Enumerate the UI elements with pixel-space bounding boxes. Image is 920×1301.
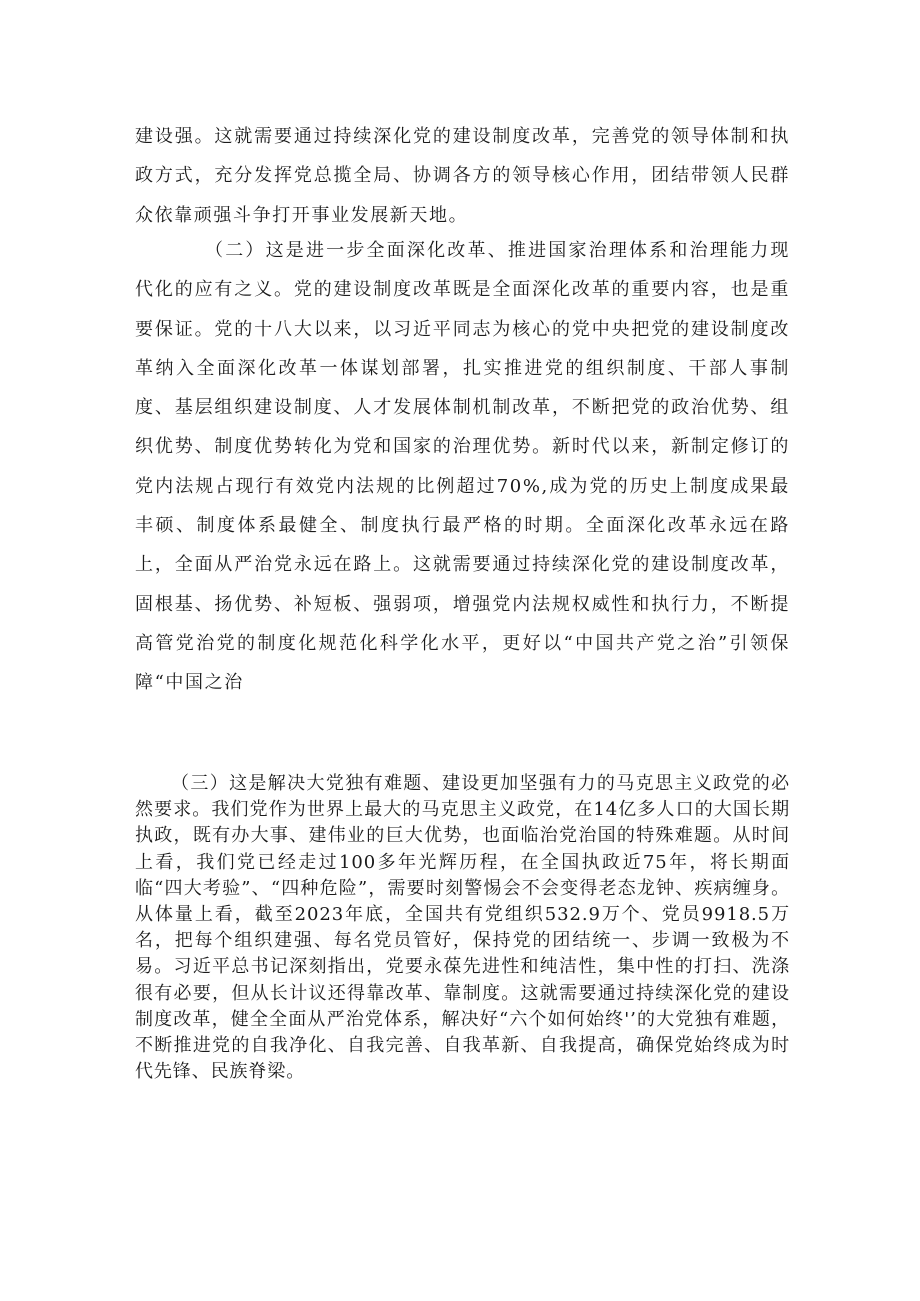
paragraph-section-two: （二）这是进一步全面深化改革、推进国家治理体系和治理能力现代化的应有之义。党的建设制度改革既是全面深化改革的重要内容，也是重要保证。党的十八大以来，以习近平同志为核心的党中央把党的建设制度改革纳入全面深化改革一体谋划部署，扎实推进党的组织制度、干部人事制度、基层组织建设制度、人才发展体制机制改革，不断把党的政治优势、组织优势、制度优势转化为党和国家的治理优势。新时代以来，新制定修订的党内法规占现行有效党内法规的比例超过70%,成为党的历史上制度成果最丰硕、制度体系最健全、制度执行最严格的时期。全面深化改革永远在路上，全面从严治党永远在路上。这就需要通过持续深化党的建设制度改革，固根基、扬优势、补短板、强弱项，增强党内法规权威性和执行力，不断提高管党治党的制度化规范化科学化水平，更好以“中国共产党之治”引领保障“中国之治	[135, 240, 790, 694]
paragraph-section-three: （三）这是解决大党独有难题、建设更加坚强有力的马克思主义政党的必然要求。我们党作为世界上最大的马克思主义政党，在14亿多人口的大国长期执政，既有办大事、建伟业的巨大优势，也面临治党治国的特殊难题。从时间上看，我们党已经走过100多年光辉历程，在全国执政近75年，将长期面临“四大考验”、“四种危险”，需要时刻警惕会不会变得老态龙钟、疾病缠身。从体量上看，截至2023年底，全国共有党组织532.9万个、党员9918.5万名，把每个组织建强、每名党员管好，保持党的团结统一、步调一致极为不易。习近平总书记深刻指出，党要永葆先进性和纯洁性，集中性的打扫、洗涤很有必要，但从长计议还得靠改革、靠制度。这就需要通过持续深化党的建设制度改革，健全全面从严治党体系，解决好“六个如何始终'’的大党独有难题，不断推进党的自我净化、自我完善、自我革新、自我提高，确保党始终成为时代先锋、民族脊梁。	[135, 773, 790, 1083]
paragraph-continuation: 建设强。这就需要通过持续深化党的建设制度改革，完善党的领导体制和执政方式，充分发挥党总揽全局、协调各方的领导核心作用，团结带领人民群众依靠顽强斗争打开事业发展新天地。	[135, 126, 790, 226]
